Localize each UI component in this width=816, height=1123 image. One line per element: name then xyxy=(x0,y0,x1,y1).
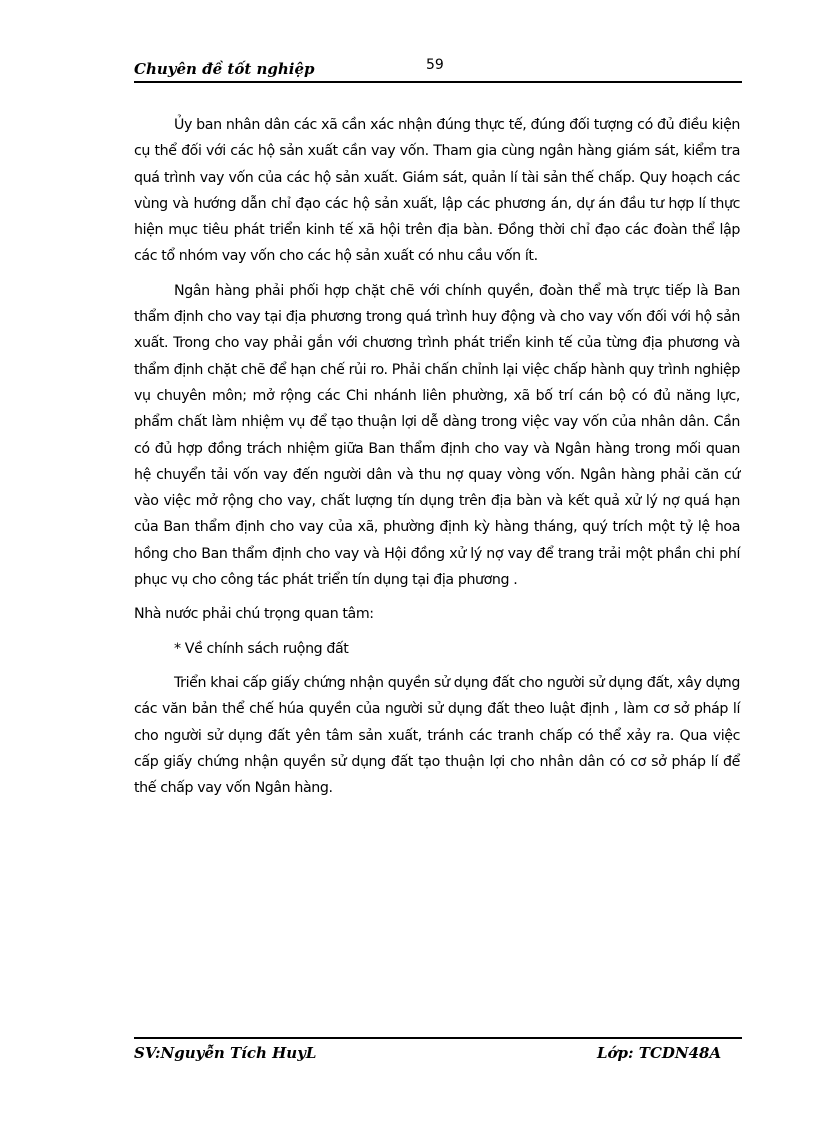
paragraph-commune-committee: Ủy ban nhân dân các xã cần xác nhận đúng thực tế, đúng đối tượng có đủ điều kiện cụ thể đối với các hộ sản xuất cần vay vốn. Tham gia cùng ngân hàng giám sát, kiểm tra quá trình vay vốn của các hộ sản xuất. Giám sát, quản lí tài sản thế chấp. Quy hoạch các vùng và hướng dẫn chỉ đạo các hộ sản xuất, lập các phương án, dự án đầu tư hợp lí thực hiện mục tiêu phát triển kinh tế xã hội trên địa bàn. Đồng thời chỉ đạo các đoàn thể lập các tổ nhóm vay vốn cho các hộ sản xuất có nhu cầu vốn ít. xyxy=(134,117,740,265)
header-title: Chuyên đề tốt nghiệp xyxy=(134,60,315,78)
paragraph-land-certificate: Triển khai cấp giấy chứng nhận quyền sử dụng đất cho người sử dụng đất, xây dựng các văn bản thể chế húa quyền của người sử dụng đất theo luật định , làm cơ sở pháp lí cho người sử dụng đất yên tâm sản xuất, tránh các tranh chấp có thể xảy ra. Qua việc cấp giấy chứng nhận quyền sử dụng đất tạo thuận lợi cho nhân dân có cơ sở pháp lí để thế chấp vay vốn Ngân hàng. xyxy=(134,674,740,797)
document-body xyxy=(134,112,740,809)
paragraph-land-policy-heading: * Về chính sách ruộng đất xyxy=(174,640,349,657)
footer-student: SV:Nguyễn Tích HuyL xyxy=(134,1044,317,1062)
footer-divider xyxy=(134,1037,742,1039)
paragraph-state-attention: Nhà nước phải chú trọng quan tâm: xyxy=(134,606,374,623)
header-divider xyxy=(134,81,742,83)
page-number: 59 xyxy=(426,57,444,73)
footer-class: Lớp: TCDN48A xyxy=(597,1044,722,1062)
paragraph-bank-coordination: Ngân hàng phải phối hợp chặt chẽ với chính quyền, đoàn thể mà trực tiếp là Ban thẩm định cho vay tại địa phương trong quá trình huy động và cho vay vốn đối với hộ sản xuất. Trong cho vay phải gắn với chương trình phát triển kinh tế của từng địa phương và thẩm định chặt chẽ để hạn chế rủi ro. Phải chấn chỉnh lại việc chấp hành quy trình nghiệp vụ chuyên môn; mở rộng các Chi nhánh liên phường, xã bố trí cán bộ có đủ năng lực, phẩm chất làm nhiệm vụ để tạo thuận lợi dễ dàng trong việc vay vốn của nhân dân. Cần có đủ hợp đồng trách nhiệm giữa Ban thẩm định cho vay và Ngân hàng trong mối quan hệ chuyển tải vốn vay đến người dân và thu nợ quay vòng vốn. Ngân hàng phải căn cứ vào việc mở rộng cho vay, chất lượng tín dụng trên địa bàn và kết quả xử lý nợ quá hạn của Ban thẩm định cho vay của xã, phường định kỳ hàng tháng, quý trích một tỷ lệ hoa hồng cho Ban thẩm định cho vay và Hội đồng xử lý nợ vay để trang trải một phần chi phí phục vụ cho công tác phát triển tín dụng tại địa phương . xyxy=(134,282,740,589)
